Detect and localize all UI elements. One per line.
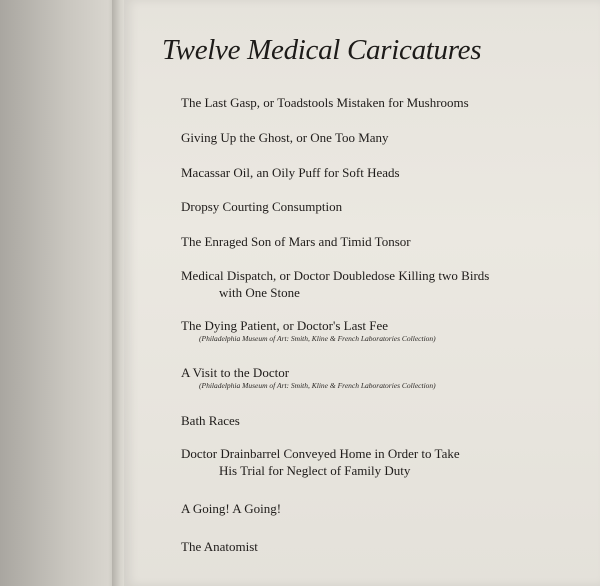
entry-title-continuation: His Trial for Neglect of Family Duty xyxy=(219,463,411,478)
entry-title: The Anatomist xyxy=(181,539,258,554)
list-item xyxy=(181,500,281,517)
entry-title: Dropsy Courting Consumption xyxy=(181,199,343,214)
entry-title-continuation: with One Stone xyxy=(219,285,300,300)
entry-title: The Last Gasp, or Toadstools Mistaken for Mushrooms xyxy=(181,95,469,110)
list-item xyxy=(181,364,436,391)
collection-note: (Philadelphia Museum of Art: Smith, Kline & French Laboratories Collection) xyxy=(199,381,436,390)
entry-title: Bath Races xyxy=(181,413,240,428)
list-item xyxy=(181,267,489,301)
list-item xyxy=(181,412,240,429)
list-item xyxy=(181,445,460,479)
left-page xyxy=(0,0,120,586)
list-item xyxy=(181,94,469,111)
list-item xyxy=(181,317,436,344)
entry-title: Giving Up the Ghost, or One Too Many xyxy=(181,130,389,145)
list-item xyxy=(181,538,258,555)
entry-title: The Dying Patient, or Doctor's Last Fee xyxy=(181,318,389,333)
list-item xyxy=(181,233,411,250)
page-title: Twelve Medical Caricatures xyxy=(162,34,482,66)
collection-note: (Philadelphia Museum of Art: Smith, Kline & French Laboratories Collection) xyxy=(199,334,436,343)
entry-title: Medical Dispatch, or Doctor Doubledose Killing two Birds xyxy=(181,268,490,283)
entry-title: Doctor Drainbarrel Conveyed Home in Order to Take xyxy=(181,446,460,461)
list-item xyxy=(181,164,400,181)
entry-title: A Going! A Going! xyxy=(181,501,282,516)
list-item xyxy=(181,129,389,146)
entry-title: A Visit to the Doctor xyxy=(181,365,290,380)
entry-title: Macassar Oil, an Oily Puff for Soft Heads xyxy=(181,165,400,180)
entry-title: The Enraged Son of Mars and Timid Tonsor xyxy=(181,234,411,249)
list-item xyxy=(181,198,342,215)
